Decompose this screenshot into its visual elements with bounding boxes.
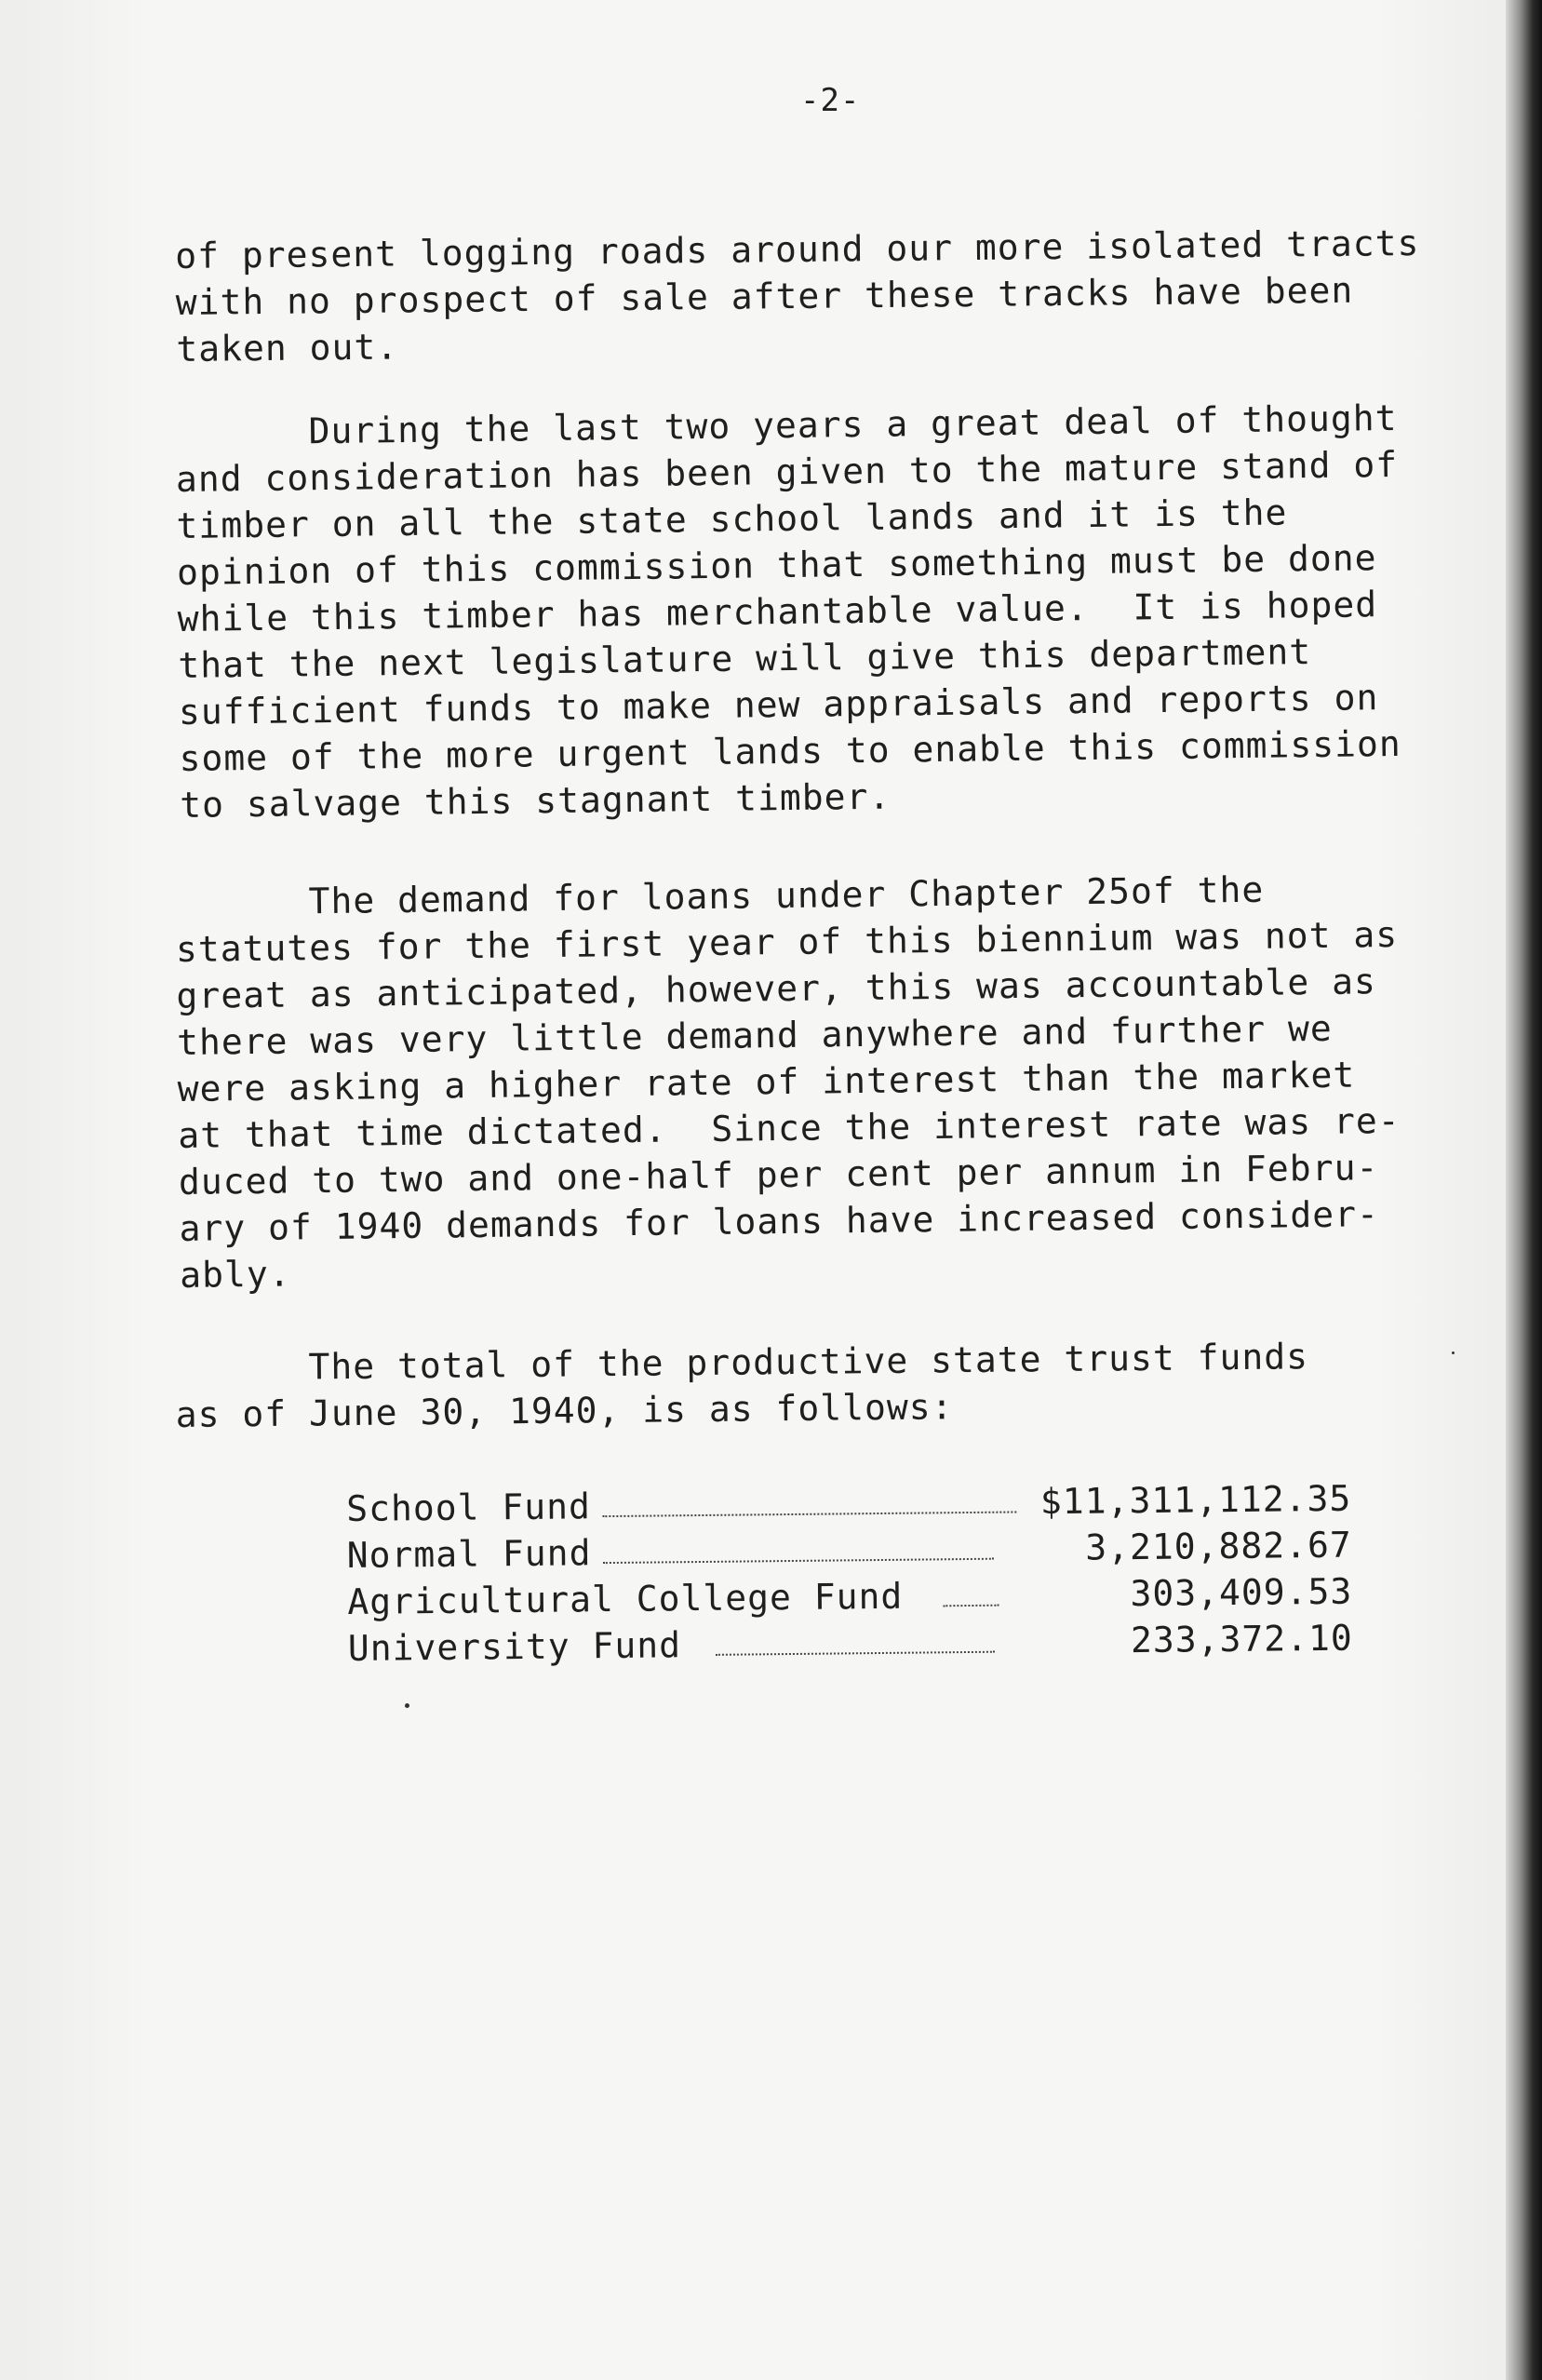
text-line: The total of the productive state trust funds xyxy=(175,1336,1309,1389)
text-line: some of the more urgent lands to enable this commission xyxy=(179,722,1402,779)
trust-funds-table xyxy=(346,1475,1353,1672)
text-line: while this timber has merchantable value. It is hoped xyxy=(177,584,1378,639)
text-line: with no prospect of sale after these tracks have been xyxy=(175,269,1354,323)
text-line: ably. xyxy=(179,1253,291,1296)
paragraph-3 xyxy=(175,864,1482,1298)
text-line: statutes for the first year of this biennium was not as xyxy=(175,913,1399,970)
text-line: as of June 30, 1940, is as follows: xyxy=(175,1386,954,1435)
fund-name: Normal Fund xyxy=(346,1532,592,1576)
paragraph-2 xyxy=(175,394,1482,828)
text-line: of present logging roads around our more isolated tracts xyxy=(175,222,1420,276)
text-line: that the next legislature will give this department xyxy=(178,631,1312,686)
text-line: timber on all the state school lands and it is the xyxy=(176,491,1288,546)
text-line: opinion of this commission that something must be done xyxy=(176,537,1377,593)
paragraph-1 xyxy=(175,219,1479,372)
text-line: sufficient funds to make new appraisals and reports on xyxy=(178,677,1379,733)
ink-speck xyxy=(405,1703,409,1708)
fund-amount: $11,311,112.35 xyxy=(1039,1477,1352,1523)
ink-speck xyxy=(1452,1351,1455,1354)
page-edge-shadow xyxy=(1506,0,1542,2380)
fund-amount: 303,409.53 xyxy=(1130,1570,1353,1615)
dot-leader xyxy=(943,1605,999,1607)
dot-leader xyxy=(603,1558,994,1564)
text-line: to salvage this stagnant timber. xyxy=(179,775,892,826)
text-line: were asking a higher rate of interest than the market xyxy=(177,1054,1356,1109)
fund-amount: 3,210,882.67 xyxy=(1084,1524,1352,1568)
fund-amount: 233,372.10 xyxy=(1130,1617,1354,1661)
text-line: During the last two years a great deal of thought xyxy=(175,397,1398,453)
page-number: -2- xyxy=(800,82,861,119)
text-line: The demand for loans under Chapter 25of the xyxy=(175,868,1265,923)
text-line: duced to two and one-half per cent per annum in Febru- xyxy=(178,1147,1379,1203)
fund-name: Agricultural College Fund xyxy=(347,1575,904,1622)
dot-leader xyxy=(716,1651,995,1656)
text-line: there was very little demand anywhere and further we xyxy=(176,1007,1333,1063)
fund-name: University Fund xyxy=(347,1624,682,1669)
text-line: taken out. xyxy=(176,326,399,370)
paragraph-4 xyxy=(175,1331,1479,1438)
text-line: ary of 1940 demands for loans have increased consider- xyxy=(179,1193,1380,1249)
dot-leader xyxy=(602,1511,1016,1517)
fund-row xyxy=(348,1615,1353,1672)
text-line: and consideration has been given to the mature stand of xyxy=(175,443,1399,500)
fund-name: School Fund xyxy=(346,1486,592,1529)
text-line: great as anticipated, however, this was accountable as xyxy=(176,961,1377,1016)
text-line: at that time dictated. Since the interest rate was re- xyxy=(178,1099,1401,1156)
